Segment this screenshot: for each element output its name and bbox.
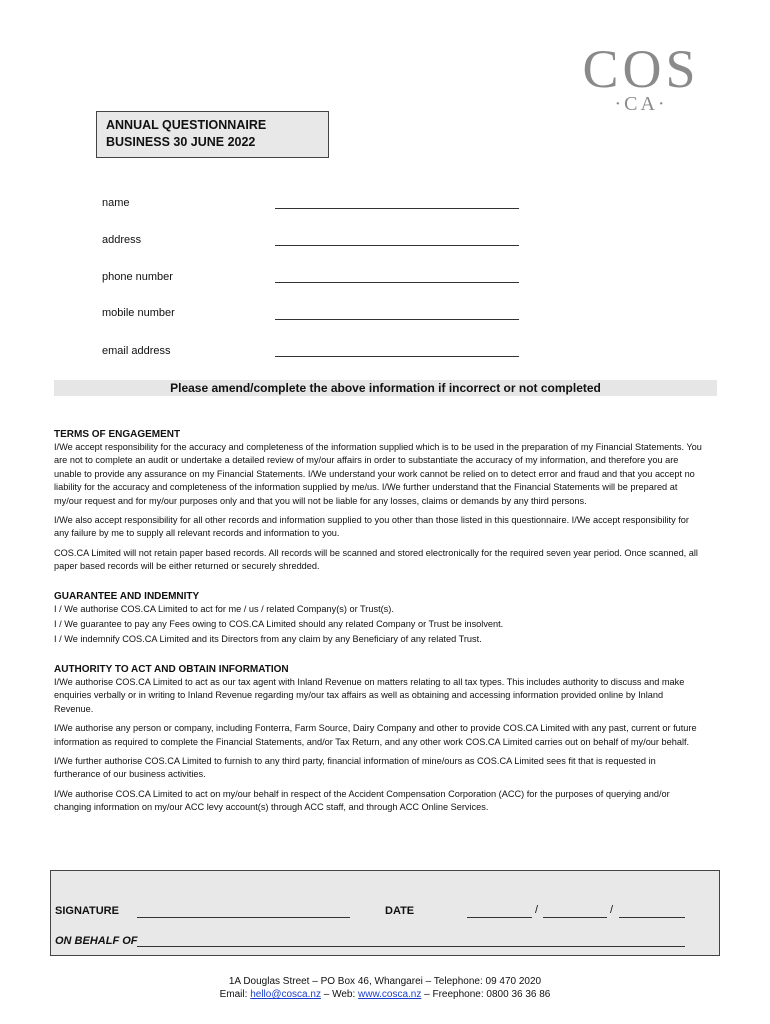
address-field[interactable] — [275, 244, 519, 246]
on-behalf-of-field[interactable] — [137, 945, 685, 947]
logo-sub-text: ·CA· — [614, 93, 668, 115]
guarantee-item: I / We authorise COS.CA Limited to act for me / us / related Company(s) or Trust(s). — [54, 603, 394, 614]
phone-label: phone number — [102, 271, 173, 283]
phone-field[interactable] — [275, 281, 519, 283]
email-label: email address — [102, 345, 171, 357]
on-behalf-of-label: ON BEHALF OF — [55, 935, 138, 947]
signature-box — [50, 870, 720, 956]
date-separator: / — [610, 904, 614, 916]
logo-main-text: COS — [582, 39, 700, 99]
guarantee-item: I / We guarantee to pay any Fees owing to COS.CA Limited should any related Company or Trust be insolvent. — [54, 619, 504, 630]
footer-email-link[interactable]: hello@cosca.nz — [250, 989, 321, 1000]
form-title-box — [96, 111, 329, 158]
mobile-label: mobile number — [102, 307, 175, 319]
signature-label: SIGNATURE — [55, 905, 119, 917]
date-separator: / — [535, 904, 539, 916]
footer-web-link[interactable]: www.cosca.nz — [358, 989, 422, 1000]
name-field[interactable] — [275, 207, 519, 209]
form-title-line1: ANNUAL QUESTIONNAIRE — [106, 118, 267, 132]
authority-paragraph: I/We authorise COS.CA Limited to act on my/our behalf in respect of the Accident Compensation Corporation (ACC) for the purposes of querying and/or changing information on my/our ACC levy account(s) through ACC staff, and through ACC Online Services. — [54, 788, 670, 813]
footer-email-label: Email: — [219, 989, 248, 1000]
footer-web-label: – Web: — [323, 989, 356, 1000]
terms-paragraph: I/We also accept responsibility for all other records and information supplied to you other than those listed in this questionnaire. I/We accept responsibility for any failure by me to supply all relevant records and information to you. — [54, 515, 689, 539]
footer-freephone: – Freephone: 0800 36 36 86 — [424, 989, 551, 1000]
email-field[interactable] — [275, 355, 519, 357]
date-month-field[interactable] — [543, 916, 607, 918]
authority-paragraph: I/We further authorise COS.CA Limited to furnish to any third party, financial information of mine/ours as COS.CA Limited sees fit that is requested in furtherance of our business activities. — [54, 755, 656, 780]
address-label: address — [102, 234, 142, 246]
guarantee-item: I / We indemnify COS.CA Limited and its Directors from any claim by any Beneficiary of any related Trust. — [54, 634, 482, 645]
mobile-field[interactable] — [275, 318, 519, 320]
authority-paragraph: I/We authorise any person or company, including Fonterra, Farm Source, Dairy Company and other to provide COS.CA Limited with any past, current or future information as required to complete the Financial Statements, and/or Tax Return, and any other work COS.CA Limited carries out on behalf of my/our behalf. — [54, 723, 697, 747]
footer — [0, 975, 770, 1001]
footer-contact — [0, 988, 770, 1001]
signature-field[interactable] — [137, 916, 350, 918]
authority-paragraph: I/We authorise COS.CA Limited to act as our tax agent with Inland Revenue on matters relating to all tax types. This includes authority to discuss and make enquiries verbally or in writing to Inland Revenue regarding my/our tax affairs as well as obtaining and accessing information provided online by Inland Revenue. — [54, 676, 685, 714]
date-day-field[interactable] — [467, 916, 532, 918]
notice-banner: Please amend/complete the above information if incorrect or not completed — [54, 380, 717, 396]
name-label: name — [102, 197, 130, 209]
terms-paragraph: COS.CA Limited will not retain paper based records. All records will be scanned and stored electronically for the required seven year period. Once scanned, all paper based records will be either returned or securely shredded. — [54, 547, 698, 572]
footer-address: 1A Douglas Street – PO Box 46, Whangarei – Telephone: 09 470 2020 — [228, 976, 542, 987]
terms-paragraph: I/We accept responsibility for the accuracy and completeness of the information supplied which is to be used in the preparation of my Financial Statements. You are not to complete an audit or undertake a detailed review of my/our affairs in order to substantiate the accuracy of my information, and therefore you are unable to provide any assurance on my Financial Statements. I/We understand your work cannot be relied on to detect error and fraud and that you accept no liability for the accuracy and completeness of the information supplied by me/us. I/We further understand that the Financial Statements will be prepared at my/our request and for my/our purposes only and that you will not be liable for any losses, claims or demands by any third persons. — [54, 442, 702, 506]
authority-heading: AUTHORITY TO ACT AND OBTAIN INFORMATION — [54, 663, 289, 675]
date-label: DATE — [385, 905, 415, 917]
guarantee-heading: GUARANTEE AND INDEMNITY — [54, 590, 200, 602]
form-title-line2: BUSINESS 30 JUNE 2022 — [106, 135, 256, 149]
date-year-field[interactable] — [619, 916, 685, 918]
company-logo — [566, 39, 716, 115]
terms-section — [54, 428, 704, 821]
terms-heading: TERMS OF ENGAGEMENT — [54, 429, 181, 440]
